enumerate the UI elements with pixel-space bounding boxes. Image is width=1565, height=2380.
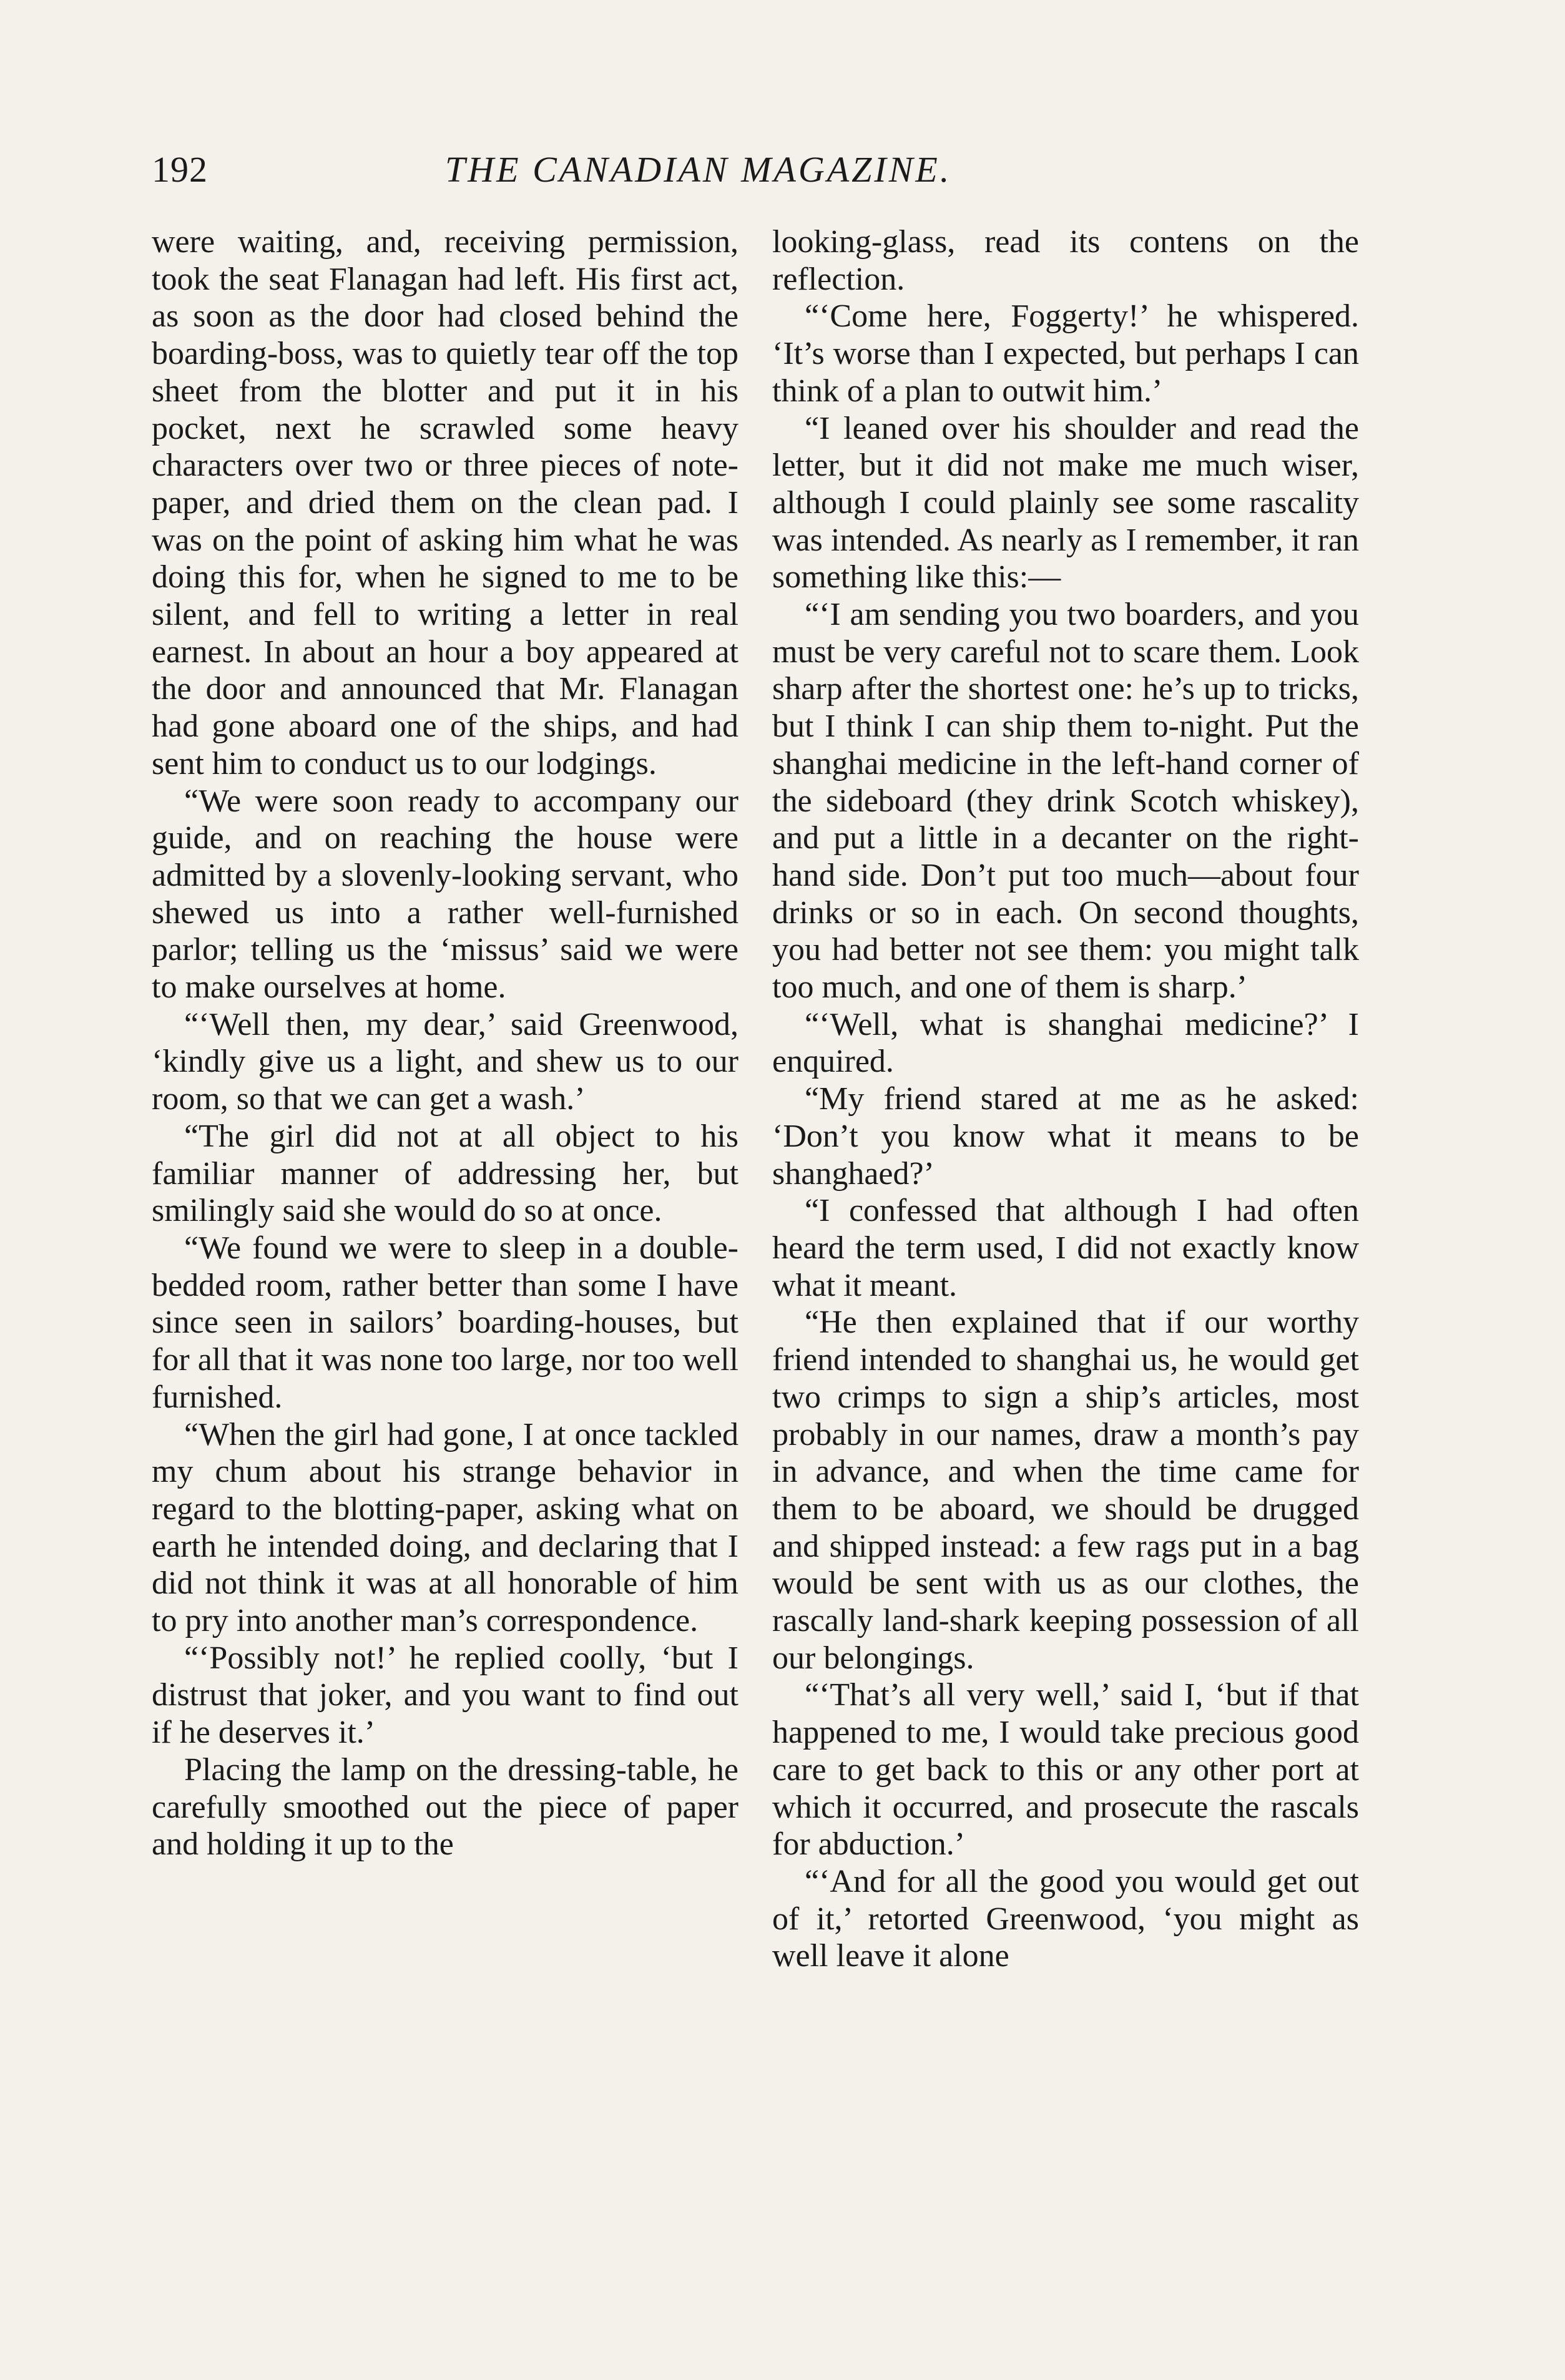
paragraph: “We were soon ready to accompany our guide, and on reaching the house were admitted by a slovenly-looking servant, who shewed us into a rather well-furnished parlor; telling us the ‘missus’ said we were to make ourselves at home.: [152, 783, 738, 1006]
paragraph: “‘And for all the good you would get out of it,’ retorted Greenwood, ‘you might as well leave it alone: [772, 1863, 1359, 1974]
paragraph: “‘Well then, my dear,’ said Greenwood, ‘kindly give us a light, and shew us to our room, so that we can get a wash.’: [152, 1006, 738, 1117]
paragraph: “The girl did not at all object to his familiar manner of addressing her, but smilingly said she would do so at once.: [152, 1118, 738, 1229]
paragraph: “‘Come here, Foggerty!’ he whispered. ‘It’s worse than I expected, but perhaps I can think of a plan to outwit him.’: [772, 298, 1359, 409]
paragraph: were waiting, and, receiving permission, took the seat Flanagan had left. His first act, as soon as the door had closed behind the boarding-boss, was to quietly tear off the top sheet from the blotter and put it in his pocket, next he scrawled some heavy characters over two or three pieces of note-paper, and dried them on the clean pad. I was on the point of asking him what he was doing this for, when he signed to me to be silent, and fell to writing a letter in real earnest. In about an hour a boy appeared at the door and announced that Mr. Flanagan had gone aboard one of the ships, and had sent him to conduct us to our lodgings.: [152, 224, 738, 781]
running-title: THE CANADIAN MAGAZINE.: [445, 149, 952, 190]
left-column: [152, 223, 738, 1863]
page-number: 192: [152, 149, 208, 190]
paragraph: “I leaned over his shoulder and read the letter, but it did not make me much wiser, although I could plainly see some rascality was intended. As nearly as I remember, it ran something like this:—: [772, 410, 1359, 595]
paragraph: “‘Possibly not!’ he replied coolly, ‘but I distrust that joker, and you want to find out if he deserves it.’: [152, 1640, 738, 1751]
right-column: [772, 223, 1359, 1975]
paragraph: “We found we were to sleep in a double-bedded room, rather better than some I have since seen in sailors’ boarding-houses, but for all that it was none too large, nor too well furnished.: [152, 1230, 738, 1415]
paragraph: “‘Well, what is shanghai medicine?’ I enquired.: [772, 1006, 1359, 1080]
paragraph: “I confessed that although I had often heard the term used, I did not exactly know what it meant.: [772, 1193, 1359, 1303]
paragraph: “He then explained that if our worthy friend intended to shanghai us, he would get two crimps to sign a ship’s articles, most probably in our names, draw a month’s pay in advance, and when the time came for them to be aboard, we should be drugged and shipped instead: a few rags put in a bag would be sent with us as our clothes, the rascally land-shark keeping possession of all our belongings.: [772, 1305, 1359, 1676]
paragraph: Placing the lamp on the dressing-table, he carefully smoothed out the piece of paper and holding it up to the: [152, 1751, 738, 1863]
paragraph: “‘That’s all very well,’ said I, ‘but if that happened to me, I would take precious good care to get back to this or any other port at which it occurred, and prosecute the rascals for abduction.’: [772, 1677, 1359, 1863]
paragraph: “My friend stared at me as he asked: ‘Don’t you know what it means to be shanghaed?’: [772, 1081, 1359, 1192]
paragraph: looking-glass, read its contens on the reflection.: [772, 224, 1359, 297]
page-header: [152, 149, 1375, 198]
paragraph: “‘I am sending you two boarders, and you must be very careful not to scare them. Look sharp after the shortest one: he’s up to tricks, but I think I can ship them to-night. Put the shanghai medicine in the left-hand corner of the sideboard (they drink Scotch whiskey), and put a little in a decanter on the right-hand side. Don’t put too much—about four drinks or so in each. On second thoughts, you had better not see them: you might talk too much, and one of them is sharp.’: [772, 597, 1359, 1006]
paragraph: “When the girl had gone, I at once tackled my chum about his strange behavior in regard to the blotting-paper, asking what on earth he intended doing, and declaring that I did not think it was at all honorable of him to pry into another man’s correspondence.: [152, 1416, 738, 1639]
